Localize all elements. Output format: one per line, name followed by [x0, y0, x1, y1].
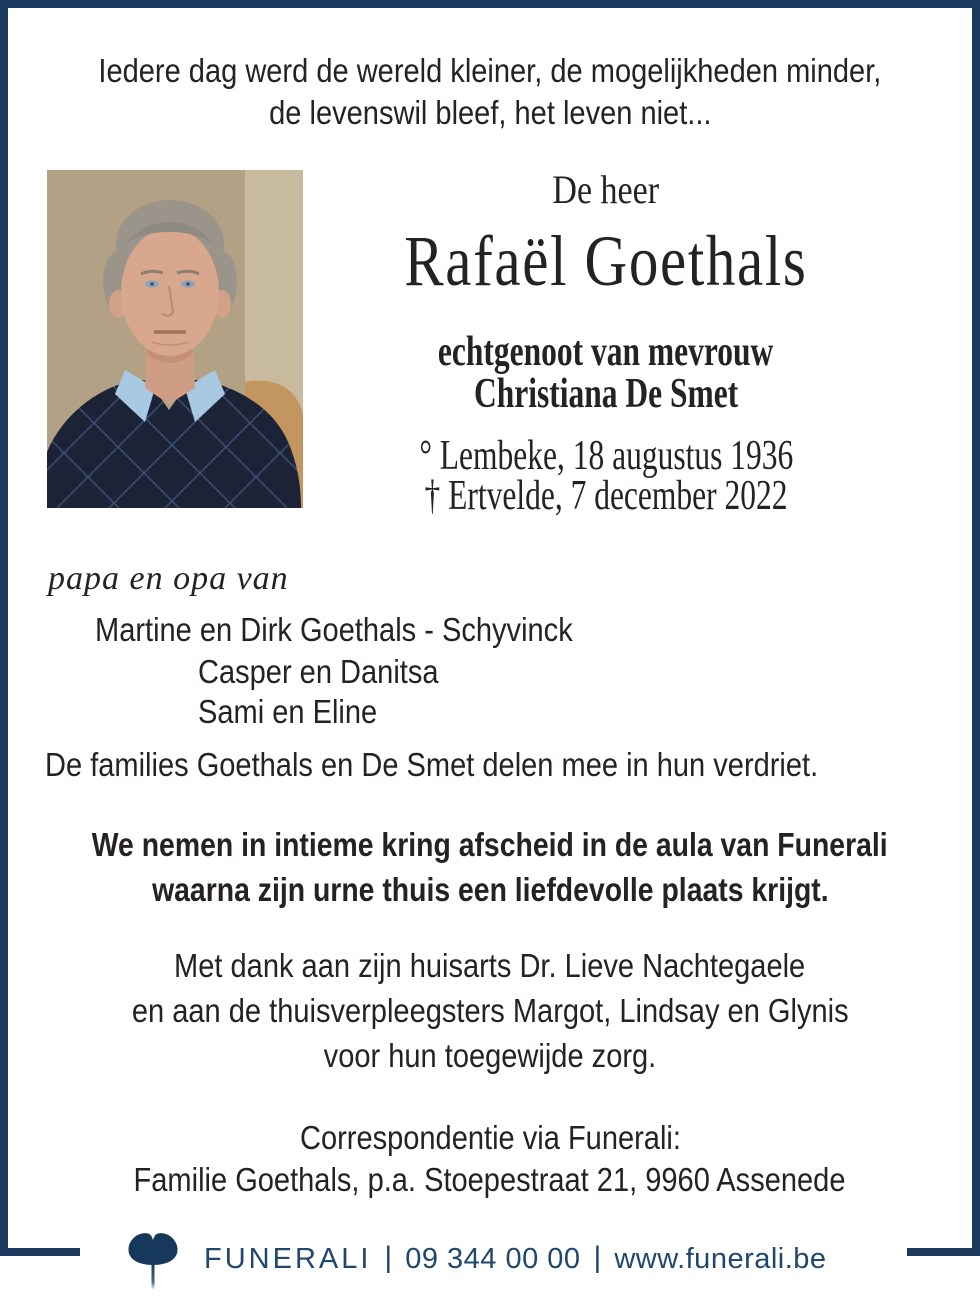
family-member: Casper en Danitsa	[198, 653, 439, 690]
thanks-line: voor hun toegewijde zorg.	[323, 1037, 657, 1074]
portrait-photo	[47, 170, 303, 508]
website-url: www.funerali.be	[614, 1242, 827, 1275]
thanks-paragraph	[0, 943, 980, 1078]
ginkgo-leaf-icon	[126, 1228, 180, 1290]
birth-line: ° Lembeke, 18 augustus 1936	[419, 433, 793, 479]
correspondence-line: Correspondentie via Funerali:	[299, 1119, 681, 1156]
quote-line: Iedere dag werd de wereld kleiner, de mogelijkheden minder,	[98, 52, 882, 89]
border-bottom-left-stub	[0, 1248, 80, 1256]
announcement-line: waarna zijn urne thuis een liefdevolle plaats krijgt.	[151, 871, 829, 908]
thanks-line: Met dank aan zijn huisarts Dr. Lieve Nachtegaele	[174, 947, 806, 984]
thanks-line: en aan de thuisverpleegsters Margot, Lindsay en Glynis	[131, 992, 849, 1029]
brand-name: FUNERALI	[204, 1242, 372, 1275]
phone-number: 09 344 00 00	[405, 1242, 581, 1275]
correspondence-address: Familie Goethals, p.a. Stoepestraat 21, 9960 Assenede	[134, 1161, 846, 1198]
deceased-identity	[300, 167, 912, 519]
life-dates	[300, 433, 912, 519]
deceased-name: Rafaël Goethals	[404, 221, 808, 301]
separator: |	[384, 1241, 393, 1274]
farewell-announcement	[0, 822, 980, 912]
death-line: † Ertvelde, 7 december 2022	[424, 473, 788, 519]
correspondence-paragraph	[0, 1117, 980, 1201]
footer-contact-line	[204, 1242, 827, 1276]
family-intro: papa en opa van	[48, 560, 289, 597]
salutation: De heer	[552, 167, 660, 212]
family-member: Sami en Eline	[198, 693, 378, 730]
family-member: Martine en Dirk Goethals - Schyvinck	[95, 611, 573, 648]
announcement-line: We nemen in intieme kring afscheid in de aula van Funerali	[92, 826, 888, 863]
border-bottom-right-stub	[907, 1248, 980, 1256]
quote-line: de levenswil bleef, het leven niet...	[268, 94, 712, 131]
opening-quote	[0, 50, 980, 134]
relation-to-spouse	[300, 331, 912, 415]
portrait-illustration	[47, 170, 303, 508]
spouse-name: Christiana De Smet	[473, 371, 739, 417]
condolence-line: De families Goethals en De Smet delen mee in hun verdriet.	[45, 746, 819, 783]
funeral-home-footer	[126, 1226, 827, 1292]
relation-line: echtgenoot van mevrouw	[438, 329, 774, 375]
separator: |	[593, 1241, 602, 1274]
